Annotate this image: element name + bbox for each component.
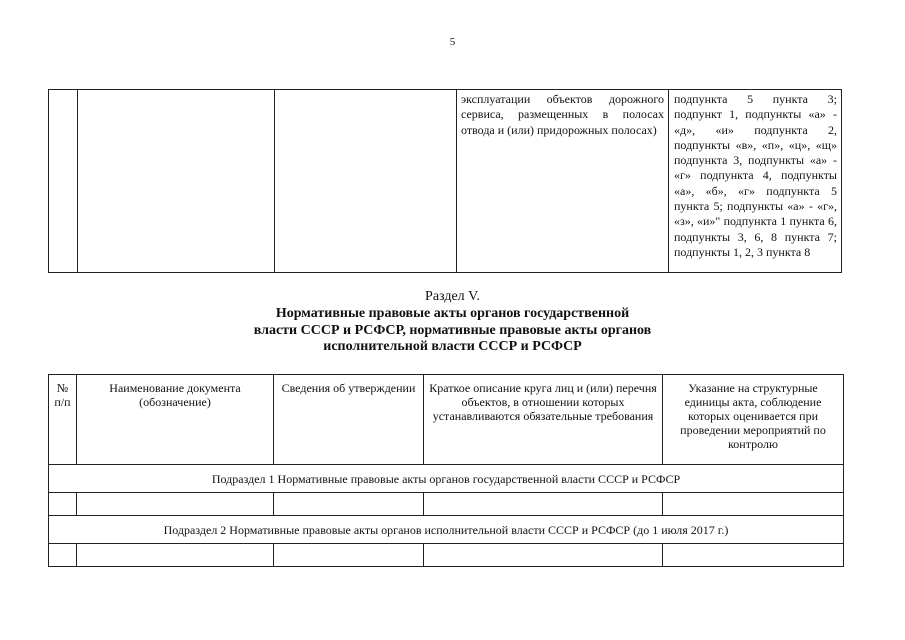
continued-table <box>48 89 842 273</box>
table-header-row <box>49 375 844 465</box>
table-cell-document <box>78 90 275 273</box>
table-cell <box>274 493 424 516</box>
header-number: № п/п <box>49 375 77 465</box>
header-document-name: Наименование документа (обозначение) <box>77 375 274 465</box>
table-cell <box>424 493 663 516</box>
table-cell <box>663 544 844 567</box>
table-cell-structural-units: подпункта 5 пункта 3; подпункт 1, подпункты «а» - «д», «и» подпункта 2, подпункты «в», «п», «ц», «щ» подпункта 3, подпункты «а» - «г» подпункта 4, подпункты «а», «б», «г» подпункта 5 пункта 5; подпункты «а» - «г», «з», «и»" подпункта 1 пункта 6, подпункты 3, 6, 8 пункта 7; подпункты 1, 2, 3 пункта 8 <box>669 90 842 273</box>
subsection-row <box>49 516 844 544</box>
header-approval-info: Сведения об утверждении <box>274 375 424 465</box>
table-cell <box>49 544 77 567</box>
table-cell-number <box>49 90 78 273</box>
subsection-1-title: Подраздел 1 Нормативные правовые акты органов государственной власти СССР и РСФСР <box>49 465 844 493</box>
section-label: Раздел V. <box>425 289 480 304</box>
header-description: Краткое описание круга лиц и (или) перечня объектов, в отношении которых устанавливаются обязательные требования <box>424 375 663 465</box>
header-structural-units: Указание на структурные единицы акта, соблюдение которых оценивается при проведении мероприятий по контролю <box>663 375 844 465</box>
table-row <box>49 90 842 273</box>
table-cell-description: эксплуатации объектов дорожного сервиса, размещенных в полосах отвода и (или) придорожных полосах) <box>457 90 669 273</box>
section-title-line: исполнительной власти СССР и РСФСР <box>323 339 582 354</box>
table-cell <box>49 493 77 516</box>
subsection-row <box>49 465 844 493</box>
table-cell-approval <box>275 90 457 273</box>
table-row <box>49 544 844 567</box>
normative-acts-table <box>48 374 844 567</box>
table-cell <box>274 544 424 567</box>
table-cell <box>77 493 274 516</box>
section-title-line: Нормативные правовые акты органов государственной <box>275 306 630 321</box>
subsection-2-title: Подраздел 2 Нормативные правовые акты органов исполнительной власти СССР и РСФСР (до 1 июля 2017 г.) <box>49 516 844 544</box>
table-cell <box>77 544 274 567</box>
table-row <box>49 493 844 516</box>
section-title <box>0 306 905 356</box>
table-cell <box>663 493 844 516</box>
page-number: 5 <box>449 36 456 48</box>
table-cell <box>424 544 663 567</box>
section-title-line: власти СССР и РСФСР, нормативные правовые акты органов <box>253 322 652 338</box>
